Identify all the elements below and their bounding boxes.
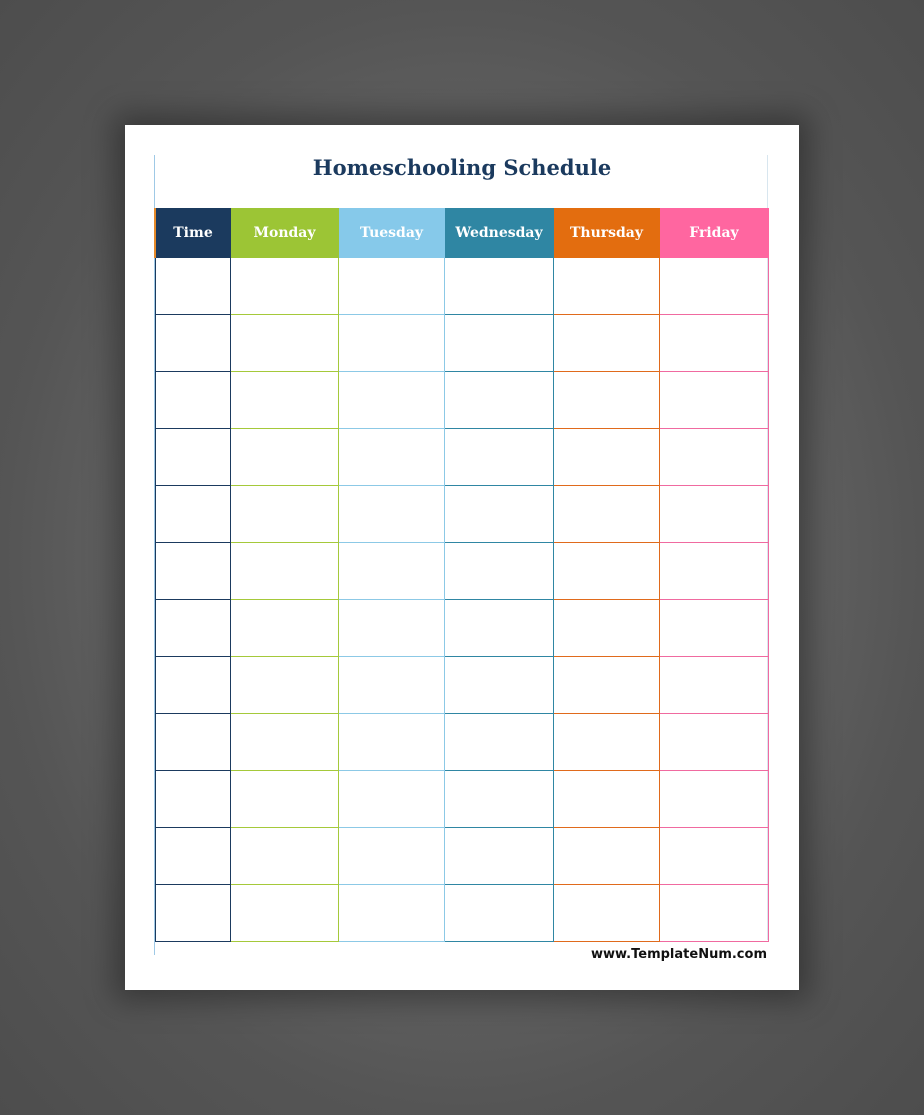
table-row [156,543,769,600]
column-header-tuesday: Tuesday [339,208,445,258]
footer-website: www.TemplateNum.com [590,947,767,962]
schedule-cell [554,600,660,657]
table-row [156,372,769,429]
schedule-page [125,125,799,990]
schedule-cell [231,486,339,543]
schedule-cell [660,315,769,372]
schedule-cell [445,714,554,771]
table-row [156,885,769,942]
schedule-cell [156,486,231,543]
schedule-cell [231,828,339,885]
schedule-cell [660,543,769,600]
schedule-cell [554,657,660,714]
schedule-cell [660,486,769,543]
schedule-cell [660,828,769,885]
schedule-cell [445,771,554,828]
column-header-thursday: Thursday [554,208,660,258]
schedule-table [155,208,769,942]
schedule-cell [231,885,339,942]
header-row [156,208,769,258]
schedule-cell [231,543,339,600]
table-row [156,258,769,315]
schedule-cell [339,315,445,372]
schedule-cell [445,543,554,600]
schedule-cell [231,714,339,771]
schedule-cell [554,258,660,315]
table-row [156,315,769,372]
schedule-cell [554,543,660,600]
schedule-cell [660,429,769,486]
column-header-wednesday: Wednesday [445,208,554,258]
schedule-cell [339,486,445,543]
table-row [156,828,769,885]
schedule-cell [445,828,554,885]
schedule-cell [156,258,231,315]
schedule-cell [660,771,769,828]
page-title: Homeschooling Schedule [312,155,612,180]
schedule-cell [445,486,554,543]
header-accent-edge [154,208,156,258]
schedule-cell [231,657,339,714]
table-row [156,771,769,828]
schedule-cell [339,828,445,885]
table-row [156,429,769,486]
schedule-cell [445,657,554,714]
schedule-cell [339,372,445,429]
schedule-cell [339,429,445,486]
schedule-cell [445,372,554,429]
schedule-cell [554,828,660,885]
schedule-cell [156,828,231,885]
schedule-cell [339,885,445,942]
schedule-cell [660,657,769,714]
schedule-cell [339,714,445,771]
schedule-cell [156,372,231,429]
schedule-cell [156,657,231,714]
schedule-cell [156,771,231,828]
schedule-cell [339,657,445,714]
schedule-cell [660,714,769,771]
schedule-cell [156,315,231,372]
column-header-time: Time [156,208,231,258]
schedule-cell [554,315,660,372]
schedule-cell [339,600,445,657]
schedule-cell [231,258,339,315]
table-row [156,600,769,657]
schedule-cell [231,315,339,372]
schedule-cell [445,315,554,372]
schedule-cell [554,486,660,543]
table-row [156,657,769,714]
schedule-cell [554,885,660,942]
schedule-cell [156,429,231,486]
schedule-cell [231,372,339,429]
schedule-cell [660,885,769,942]
schedule-body [156,258,769,942]
schedule-cell [660,600,769,657]
table-row [156,714,769,771]
schedule-cell [156,600,231,657]
schedule-cell [156,543,231,600]
schedule-cell [339,543,445,600]
schedule-cell [554,771,660,828]
schedule-cell [339,258,445,315]
schedule-cell [156,885,231,942]
schedule-cell [445,429,554,486]
column-header-monday: Monday [231,208,339,258]
table-row [156,486,769,543]
schedule-cell [660,372,769,429]
schedule-cell [445,885,554,942]
schedule-cell [445,258,554,315]
schedule-cell [554,714,660,771]
schedule-cell [445,600,554,657]
schedule-cell [231,600,339,657]
column-header-friday: Friday [660,208,769,258]
schedule-cell [231,771,339,828]
schedule-cell [554,372,660,429]
schedule-cell [554,429,660,486]
schedule-cell [156,714,231,771]
schedule-cell [339,771,445,828]
schedule-cell [231,429,339,486]
schedule-cell [660,258,769,315]
